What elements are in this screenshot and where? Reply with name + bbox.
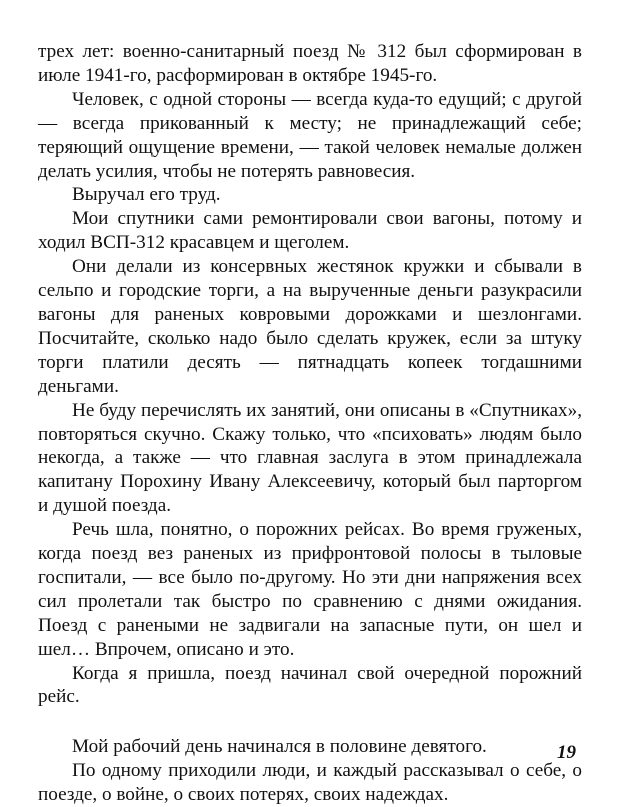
paragraph: Не буду перечислять их занятий, они описаны в «Спутниках», повторяться скучно. Скажу только, что «психовать» людям было некогда, а также — что главная заслуга в этом принадлежала капитану Порохину Ивану Алексеевичу, который был парторгом и душой поезда. — [38, 399, 582, 517]
paragraph: Когда я пришла, поезд начинал свой очередной порожний рейс. — [38, 662, 582, 708]
paragraph: Мои спутники сами ремонтировали свои вагоны, потому и ходил ВСП-312 красавцем и щеголем. — [38, 208, 582, 254]
paragraph: Человек, с одной стороны — всегда куда-то едущий; с другой — всегда прикованный к месту; не принадлежащий себе; теряющий ощущение времени, — такой человек немалые должен делать усилия, чтобы не потерять равновесия. — [38, 88, 582, 182]
page-number: 19 — [557, 742, 576, 763]
section-break — [38, 709, 582, 735]
paragraph: Мой рабочий день начинался в половине девятого. — [72, 736, 487, 758]
paragraph: По одному приходили люди, и каждый рассказывал о себе, о поезде, о войне, о своих потерях, своих надеждах. — [38, 760, 582, 806]
paragraph: Они делали из консервных жестянок кружки и сбывали в сельпо и городские торги, а на вырученные деньги разукрасили вагоны для раненых ковровыми дорожками и шезлонгами. Посчитайте, сколько надо было сделать кружек, если за штуку торги платили десять — пятнадцать копеек тогдашними деньгами. — [38, 256, 582, 397]
paragraph: Выручал его труд. — [72, 184, 221, 206]
paragraph: Речь шла, понятно, о порожних рейсах. Во время груженых, когда поезд вез раненых из прифронтовой полосы в тыловые госпитали, — все было по-другому. Но эти дни напряжения всех сил пролетали так быстро по сравнению с днями ожидания. Поезд с ранеными не задвигали на запасные пути, он шел и шел… Впрочем, описано и это. — [38, 519, 582, 660]
paragraph-continued: трех лет: военно-санитарный поезд № 312 был сформирован в июле 1941-го, расформирован в октябре 1945-го. — [38, 41, 582, 86]
page-body — [38, 40, 582, 807]
